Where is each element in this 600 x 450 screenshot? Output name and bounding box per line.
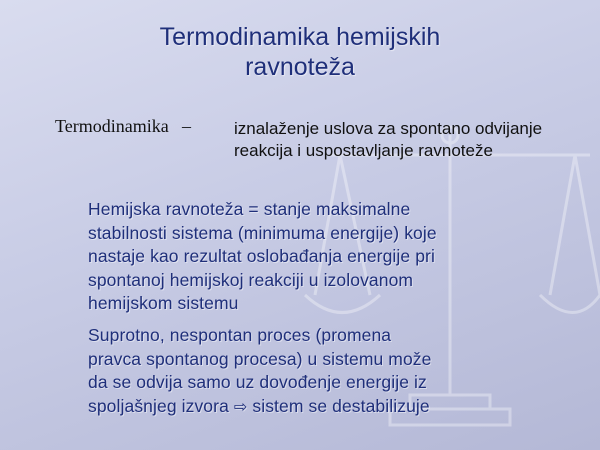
definition-line: iznalaženje uslova za spontano odvijanje	[234, 119, 543, 138]
paragraph-line: pravca spontanog procesa) u sistemu može	[88, 348, 432, 369]
paragraph-line: Suprotno, nespontan proces (promena	[88, 325, 392, 345]
slide-title	[0, 22, 600, 82]
title-line-2: ravnoteža	[245, 53, 355, 81]
term-word: Termodinamika	[55, 116, 169, 136]
paragraph-equilibrium	[88, 198, 548, 316]
paragraph-nonspontaneous	[88, 324, 548, 419]
term-dash: –	[182, 116, 191, 136]
definition-line: reakcija i uspostavljanje ravnoteže	[234, 141, 493, 160]
paragraph-text: spoljašnjeg izvora	[88, 395, 229, 416]
paragraph-line: Hemijska ravnoteža = stanje maksimalne	[88, 199, 411, 219]
paragraph-line: stabilnosti sistema (minimuma energije) koje	[88, 222, 437, 243]
paragraph-line: spontanoj hemijskoj reakciji u izolovanom	[88, 269, 414, 290]
title-line-1: Termodinamika hemijskih	[159, 23, 441, 51]
paragraph-line-last	[88, 395, 548, 420]
paragraph-line: hemijskom sistemu	[88, 293, 239, 313]
paragraph-line: nastaje kao rezultat oslobađanja energije pri	[88, 246, 435, 266]
right-arrow-icon: ⇨	[233, 398, 248, 416]
paragraph-text: sistem se destabilizuje	[252, 395, 430, 416]
term-definition	[234, 118, 600, 162]
paragraph-line: da se odvija samo uz dovođenje energije iz	[88, 372, 427, 392]
